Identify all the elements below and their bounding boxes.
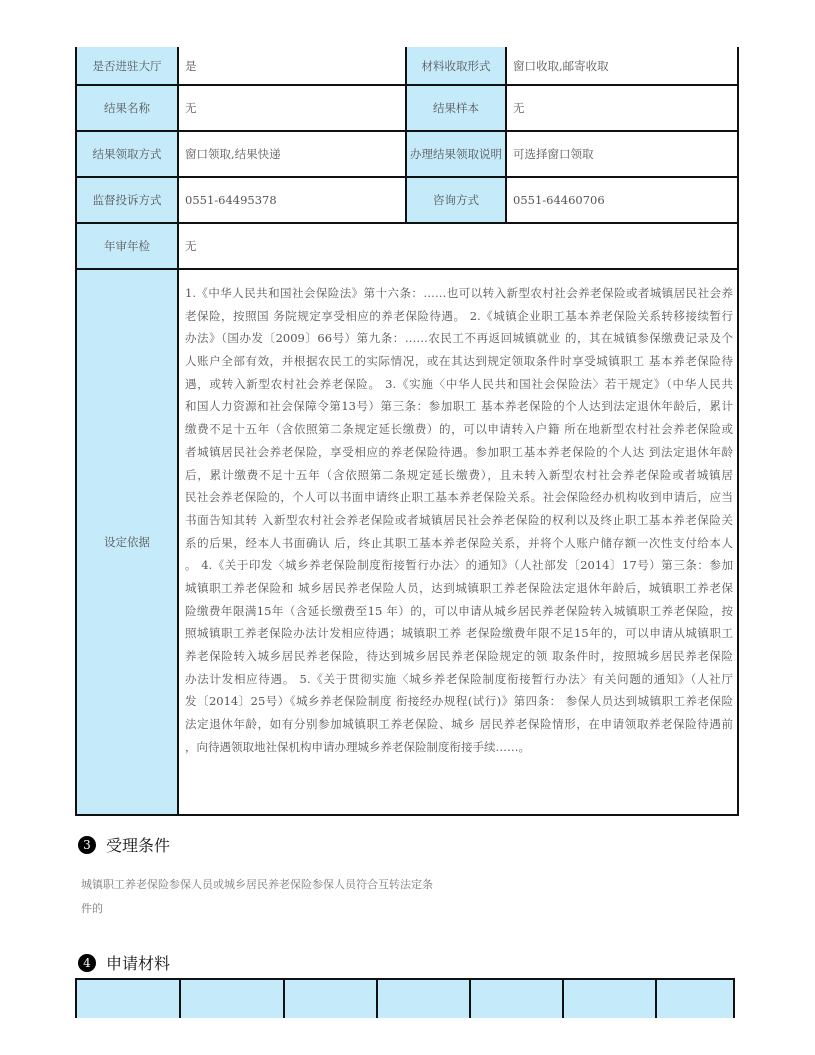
basis-line: 办法》（国办发〔2009〕66号）第九条：……农民工不再返回城镇就业 的，其在城镇参保缴费记录及个	[185, 331, 733, 346]
conditions-text	[81, 873, 433, 921]
value-cell: 可选择窗口领取	[507, 132, 737, 176]
section-heading-conditions	[78, 833, 170, 856]
section-title: 受理条件	[106, 836, 171, 855]
table-row	[77, 178, 737, 224]
label-cell: 结果领取方式	[77, 132, 179, 176]
basis-line: 1.《中华人民共和国社会保险法》第十六条：……也可以转入新型农村社会养老保险或者城镇居民社会养	[185, 286, 733, 300]
label-cell: 设定依据	[77, 270, 179, 814]
value-cell: 无	[179, 224, 737, 268]
label-cell: 年审年检	[77, 224, 179, 268]
header-cell	[564, 980, 657, 1018]
basis-line: 人账户全部有效，并根据农民工的实际情况，或在其达到规定领取条件时享受城镇职工 基本养老保险待	[185, 354, 733, 369]
basis-line: 城镇职工养老保险和 城乡居民养老保险人员，达到城镇职工养老保险法定退休年龄后，城镇职工养老保	[185, 580, 733, 595]
basis-line: ，向待遇领取地社保机构申请办理城乡养老保险制度衔接手续……。	[185, 739, 530, 754]
basis-line: 险缴费年限满15年（含延长缴费至15 年）的，可以申请从城乡居民养老保险转入城镇职工养老保险，按	[185, 603, 733, 618]
basis-line: 民社会养老保险的，个人可以书面申请终止职工基本养老保险关系。社会保险经办机构收到申请后，应当	[185, 490, 733, 505]
value-cell: 是	[179, 47, 407, 84]
header-cell	[77, 980, 181, 1018]
basis-line: 法定退休年龄，如有分别参加城镇职工养老保险、城乡 居民养老保险情形，在申请领取养老保险待遇前	[185, 717, 733, 732]
basis-line: 系的后果，经本人书面确认 后，终止其职工基本养老保险关系，并将个人账户储存额一次性支付给本人	[185, 535, 733, 550]
header-cell	[471, 980, 564, 1018]
basis-line: 办法计发相应待遇。 5.《关于贯彻实施〈城乡养老保险制度衔接暂行办法〉有关问题的通知》（人社厅	[185, 671, 733, 686]
number-badge: 4	[78, 954, 96, 972]
basis-line: 者城镇居民社会养老保险，享受相应的养老保险待遇。参加职工基本养老保险的个人达 到法定退休年龄	[185, 444, 733, 459]
header-cell	[657, 980, 733, 1018]
basis-line: 。 4.《关于印发〈城乡养老保险制度衔接暂行办法〉的通知》（人社部发〔2014〕17号）第三条：参加	[185, 558, 733, 573]
value-cell: 无	[507, 86, 737, 130]
label-cell: 监督投诉方式	[77, 178, 179, 222]
label-cell: 办理结果领取说明	[407, 132, 507, 176]
table-row	[77, 47, 737, 86]
table-row	[77, 132, 737, 178]
number-badge: 3	[78, 836, 96, 854]
basis-line: 和国人力资源和社会保障令第13号）第三条：参加职工 基本养老保险的个人达到法定退休年龄后，累计	[185, 399, 733, 414]
basis-line: 养老保险转入城乡居民养老保险，待达到城乡居民养老保险规定的领 取条件时，按照城乡居民养老保险	[185, 649, 733, 663]
basis-line: 缴费不足十五年（含依照第二条规定延长缴费）的，可以申请转入户籍 所在地新型农村社会养老保险或	[185, 422, 733, 437]
value-cell: 0551-64495378	[179, 178, 407, 222]
label-cell: 材料收取形式	[407, 47, 507, 84]
label-cell: 是否进驻大厅	[77, 47, 179, 84]
value-cell: 窗口收取,邮寄收取	[507, 47, 737, 84]
info-table	[75, 47, 739, 816]
basis-line: 遇，或转入新型农村社会养老保险。 3.《实施〈中华人民共和国社会保险法〉若干规定》（中华人民共	[185, 376, 733, 391]
basis-line: 书面告知其转 入新型农村社会养老保险或者城镇居民社会养老保险的权利以及终止职工基本养老保险关	[185, 512, 733, 527]
table-row-basis	[77, 270, 737, 816]
text-line: 件的	[81, 902, 103, 915]
label-cell: 咨询方式	[407, 178, 507, 222]
label-cell: 结果样本	[407, 86, 507, 130]
table-row	[77, 86, 737, 132]
basis-line: 老保险，按照国 务院规定享受相应的养老保险待遇。 2.《城镇企业职工基本养老保险关系转移接续暂行	[185, 308, 733, 323]
value-cell: 无	[179, 86, 407, 130]
basis-line: 后，累计缴费不足十五年（含依照第二条规定延长缴费），且未转入新型农村社会养老保险或者城镇居	[185, 467, 733, 482]
header-cell	[285, 980, 378, 1018]
text-line: 城镇职工养老保险参保人员或城乡居民养老保险参保人员符合互转法定条	[81, 878, 433, 891]
header-cell	[181, 980, 285, 1018]
header-cell	[378, 980, 471, 1018]
basis-line: 照城镇职工养老保险办法计发相应待遇；城镇职工养 老保险缴费年限不足15年的，可以申请从城镇职工	[185, 626, 733, 641]
value-cell: 窗口领取,结果快递	[179, 132, 407, 176]
materials-table-header	[75, 978, 735, 1018]
section-title: 申请材料	[106, 954, 171, 973]
value-cell: 0551-64460706	[507, 178, 737, 222]
label-cell: 结果名称	[77, 86, 179, 130]
section-heading-materials	[78, 951, 170, 974]
basis-line: 发〔2014〕25号）《城乡养老保险制度 衔接经办规程(试行)》第四条： 参保人员达到城镇职工养老保险	[185, 694, 733, 709]
table-row-annual	[77, 224, 737, 270]
basis-text	[179, 270, 737, 814]
